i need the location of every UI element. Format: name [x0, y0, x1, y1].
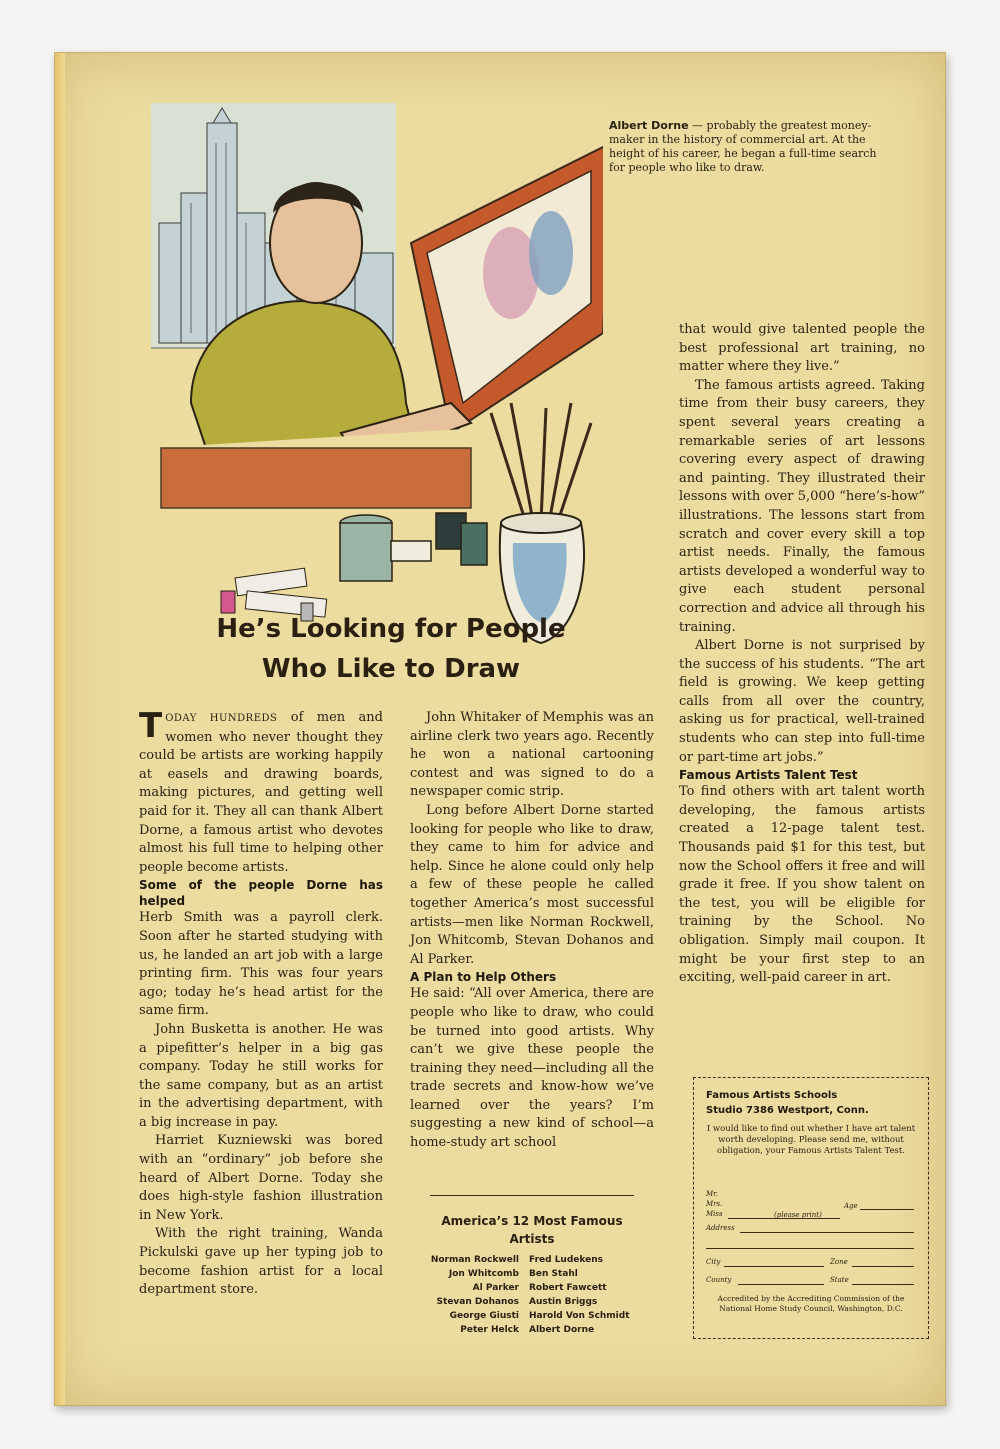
- coupon-age-field[interactable]: [860, 1209, 914, 1210]
- coupon-county-field[interactable]: [738, 1284, 824, 1285]
- artist-row: [401, 1323, 661, 1337]
- coupon-accreditation: Accredited by the Accrediting Commission of the National Home Study Council, Washington, D.C.: [717, 1294, 905, 1313]
- artist-name: Stevan Dohanos: [436, 1297, 519, 1307]
- artist-name: Fred Ludekens: [529, 1255, 603, 1265]
- coupon-label-city: City: [706, 1258, 721, 1266]
- paragraph-artists-agreed: The famous artists agreed. Taking time from their busy careers, they spent several years creating a remarkable series of art lessons covering every aspect of drawing and painting. They illustrated their lessons with over 5,000 “here’s-how” illustrations. The lessons start from scratch and cover every skill a top artist needs. Finally, the famous artists developed a wonderful way to give each student personal correction and advice all through his training.: [679, 377, 925, 635]
- artist-name: Austin Briggs: [529, 1297, 598, 1307]
- coupon-address-field-2[interactable]: [706, 1248, 914, 1249]
- paragraph-wanda-pickulski: With the right training, Wanda Pickulski gave up her typing job to become fashion artist for a local department store.: [139, 1226, 383, 1298]
- artist-row: [401, 1267, 661, 1281]
- artist-name: Albert Dorne: [529, 1325, 595, 1335]
- subhead-people-helped: Some of the people Dorne has helped: [139, 878, 383, 909]
- artist-name: George Giusti: [449, 1311, 519, 1321]
- mail-coupon[interactable]: [693, 1077, 929, 1339]
- coupon-label-miss: Miss: [706, 1210, 723, 1218]
- artist-row: [401, 1281, 661, 1295]
- desk-edge: [161, 448, 471, 508]
- drop-cap: T: [139, 706, 163, 746]
- artist-name: Ben Stahl: [529, 1269, 578, 1279]
- article-column-3: [679, 321, 925, 988]
- coupon-label-print: (please print): [774, 1211, 822, 1219]
- coupon-label-mr: Mr.: [706, 1190, 718, 1198]
- subhead-talent-test: Famous Artists Talent Test: [679, 768, 858, 783]
- coupon-label-state: State: [830, 1276, 849, 1284]
- coupon-label-age: Age: [844, 1202, 858, 1210]
- artist-row: [401, 1295, 661, 1309]
- article-column-1: [139, 706, 383, 1300]
- intro-text: of men and women who never thought they could be artists are working happily at easels and drawing boards, making pictures, and getting well paid for it. They all can thank Albert Dorne, a famous artist who devotes almost his full time to helping other people become artists.: [139, 710, 383, 875]
- illustration-caption: [609, 119, 895, 175]
- paragraph-john-busketta: John Busketta is another. He was a pipefitter’s helper in a big gas company. Today he still works for the same company, but as an artist in the advertising department, with a big increase in pay.: [139, 1021, 383, 1130]
- paragraph-long-before: Long before Albert Dorne started looking for people who like to draw, they came to him for advice and help. Since he alone could only help a few of these people he called together America’s most successful artists—men like Norman Rockwell, Jon Whitcomb, Stevan Dohanos and Al Parker.: [410, 802, 654, 967]
- comic-back-page: [54, 52, 946, 1406]
- intro-paragraph: [139, 706, 383, 877]
- coupon-zone-field[interactable]: [852, 1266, 914, 1267]
- artist-name: Harold Von Schmidt: [529, 1311, 630, 1321]
- coupon-city-field[interactable]: [724, 1266, 824, 1267]
- article-column-2: [410, 709, 654, 1153]
- coupon-label-mrs: Mrs.: [706, 1200, 723, 1208]
- headline: [151, 609, 631, 689]
- coupon-label-zone: Zone: [830, 1258, 848, 1266]
- artist-name: Robert Fawcett: [529, 1283, 607, 1293]
- paragraph-john-whitaker: John Whitaker of Memphis was an airline clerk two years ago. Recently he won a national cartooning contest and was signed to do a newspaper comic strip.: [410, 710, 654, 800]
- artists-box-title: America’s 12 Most Famous Artists: [441, 1214, 623, 1246]
- coupon-address-field[interactable]: [740, 1232, 914, 1233]
- paragraph-continued: that would give talented people the best professional art training, no matter where they live.”: [679, 322, 925, 375]
- subhead-plan: A Plan to Help Others: [410, 970, 557, 985]
- coupon-label-address: Address: [706, 1224, 735, 1232]
- artist-name: Norman Rockwell: [430, 1255, 519, 1265]
- artist-name: Peter Helck: [460, 1325, 519, 1335]
- coupon-studio: Studio 7386 Westport, Conn.: [706, 1105, 869, 1116]
- paragraph-not-surprised: Albert Dorne is not surprised by the success of his students. “The art field is growing. We keep getting calls from all over the country, asking us for practical, well-trained students who can step into full-time or part-time art jobs.”: [679, 638, 925, 765]
- smallcaps-lead: ODAY HUNDREDS: [165, 713, 278, 724]
- coupon-header: [706, 1088, 916, 1118]
- drawn-figure-man: [529, 211, 573, 295]
- paragraph-he-said: He said: “All over America, there are people who like to draw, who could be turned into good artists. Why can’t we give these people the training they need—including all the trade secrets and know-how we’ve learned over the years? I’m suggesting a new kind of school—a home-study art school: [410, 986, 654, 1151]
- caption-name: Albert Dorne: [609, 119, 689, 132]
- coupon-label-county: County: [706, 1276, 732, 1284]
- artist-name: Al Parker: [472, 1283, 519, 1293]
- artist-row: [401, 1253, 661, 1267]
- headline-line-1: He’s Looking for People: [216, 614, 566, 644]
- coupon-school: Famous Artists Schools: [706, 1090, 838, 1101]
- paragraph-harriet-kuzniewski: Harriet Kuzniewski was bored with an “ordinary” job before she heard of Albert Dorne. Today she does high-style fashion illustration in New York.: [139, 1133, 383, 1223]
- coupon-body: I would like to find out whether I have art talent worth developing. Please send me, without obligation, your Famous Artists Talent Test.: [706, 1124, 916, 1156]
- artist-name: Jon Whitcomb: [448, 1269, 519, 1279]
- coupon-state-field[interactable]: [852, 1284, 914, 1285]
- albert-dorne-illustration: [151, 103, 603, 648]
- artist-row: [401, 1309, 661, 1323]
- paragraph-talent-test: To find others with art talent worth developing, the famous artists created a 12-page talent test. Thousands paid $1 for this test, but now the School offers it free and will grade it free. If you show talent on the test, you will be eligible for training by the School. No obligation. Simply mail coupon. It might be your first step to an exciting, well-paid career in art.: [679, 784, 925, 986]
- artists-list: [401, 1253, 661, 1337]
- paragraph-herb-smith: Herb Smith was a payroll clerk. Soon after he started studying with us, he landed an art job with a large printing firm. This was four years ago; today he’s head artist for the same firm.: [139, 910, 383, 1019]
- caption-text: — probably the greatest money-maker in the history of commercial art. At the height of his career, he began a full-time search for people who like to draw.: [609, 119, 877, 174]
- divider-rule: [430, 1195, 634, 1196]
- headline-line-2: Who Like to Draw: [261, 654, 521, 684]
